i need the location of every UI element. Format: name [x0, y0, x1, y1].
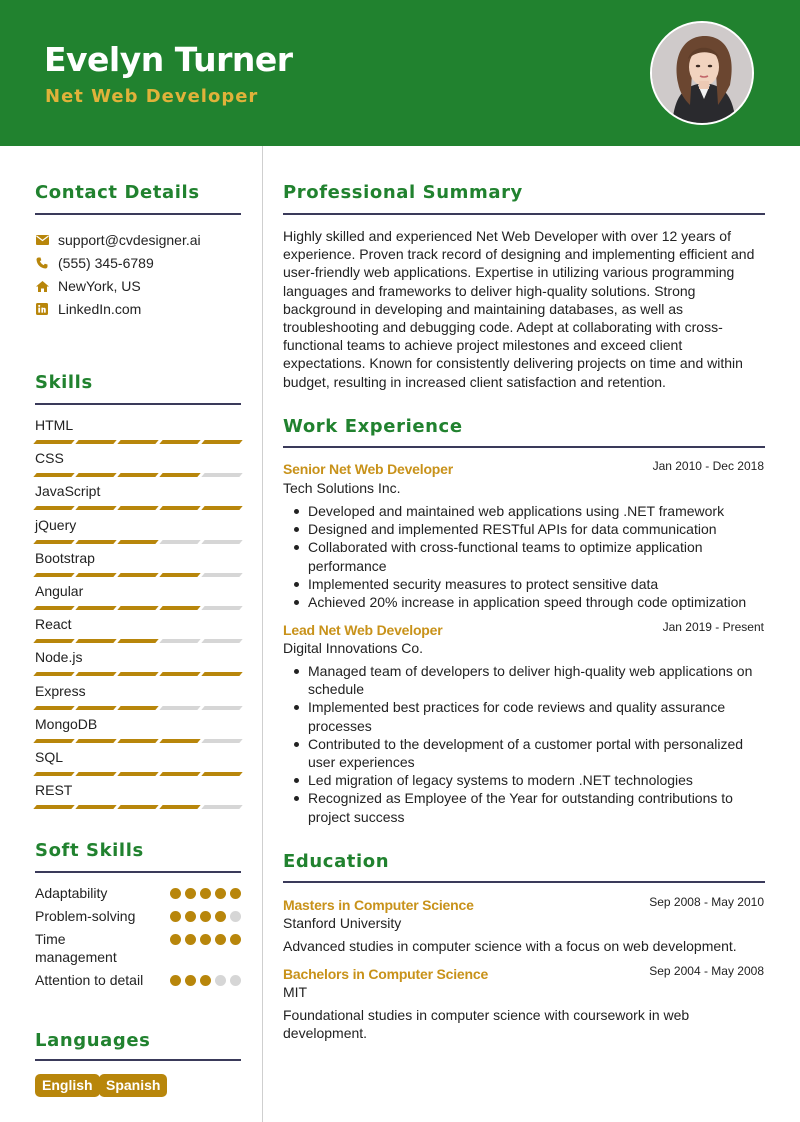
soft-skill-name: Time management	[35, 931, 117, 965]
skill-item	[35, 682, 241, 710]
candidate-name: Evelyn Turner	[44, 40, 293, 79]
degree-dates: Sep 2004 - May 2008	[649, 964, 764, 978]
skill-rating-segment	[159, 739, 200, 743]
skill-rating-segment	[117, 473, 158, 477]
job-bullet: Implemented security measures to protect sensitive data	[283, 575, 763, 593]
home-icon	[35, 279, 49, 293]
skill-rating-segment	[159, 573, 200, 577]
skill-rating-segment	[201, 706, 242, 710]
skill-rating-segment	[117, 573, 158, 577]
skill-rating-segment	[117, 440, 158, 444]
skill-item	[35, 516, 241, 544]
contact-phone[interactable]	[35, 253, 154, 273]
skill-rating-segment	[75, 573, 116, 577]
skill-rating-segment	[75, 706, 116, 710]
job-bullet: Developed and maintained web applications using .NET framework	[283, 502, 763, 520]
skill-item	[35, 781, 241, 809]
soft-skill-name: Attention to detail	[35, 972, 144, 988]
skill-item	[35, 416, 241, 444]
skill-rating-segment	[33, 540, 74, 544]
contact-heading: Contact Details	[35, 182, 200, 203]
rating-dot	[170, 911, 181, 922]
job-bullet: Designed and implemented RESTful APIs for data communication	[283, 520, 763, 538]
skill-rating-bar	[35, 506, 241, 510]
rating-dot	[215, 975, 226, 986]
skills-heading: Skills	[35, 372, 93, 393]
skill-name: JavaScript	[35, 483, 101, 500]
summary-heading: Professional Summary	[283, 182, 523, 203]
skill-rating-segment	[75, 739, 116, 743]
job-bullet: Recognized as Employee of the Year for outstanding contributions to project success	[283, 789, 763, 825]
skill-rating-segment	[201, 639, 242, 643]
linkedin-icon	[35, 302, 49, 316]
degree-title: Bachelors in Computer Science	[283, 966, 489, 982]
skill-rating-segment	[75, 805, 116, 809]
skill-item	[35, 449, 241, 477]
header-banner	[0, 0, 800, 146]
job-bullet: Achieved 20% increase in application speed through code optimization	[283, 593, 763, 611]
rating-dot	[200, 975, 211, 986]
skill-rating-segment	[117, 706, 158, 710]
skill-name: Express	[35, 682, 86, 699]
skill-item	[35, 648, 241, 676]
degree-description: Advanced studies in computer science with a focus on web development.	[283, 938, 737, 954]
skill-rating-segment	[117, 540, 158, 544]
skill-rating-segment	[201, 805, 242, 809]
language-badge: Spanish	[99, 1074, 167, 1097]
contact-phone-text: (555) 345-6789	[58, 255, 154, 271]
skill-name: React	[35, 616, 72, 633]
contact-location-text: NewYork, US	[58, 278, 141, 294]
skill-rating-segment	[159, 672, 200, 676]
rating-dot	[200, 934, 211, 945]
skill-rating-segment	[201, 739, 242, 743]
experience-rule	[283, 446, 765, 448]
skill-rating-segment	[159, 639, 200, 643]
soft-skill-name: Problem-solving	[35, 908, 136, 924]
skill-rating-bar	[35, 672, 241, 676]
degree-description: Foundational studies in computer science with coursework in web development.	[283, 1007, 690, 1042]
contact-rule	[35, 213, 241, 215]
contact-email-text: support@cvdesigner.ai	[58, 232, 201, 248]
skill-rating-segment	[159, 506, 200, 510]
soft-skills-heading: Soft Skills	[35, 840, 144, 861]
skill-rating-segment	[159, 772, 200, 776]
skill-rating-bar	[35, 772, 241, 776]
skill-rating-segment	[33, 506, 74, 510]
skill-rating-bar	[35, 540, 241, 544]
skill-rating-segment	[201, 506, 242, 510]
job-bullet: Led migration of legacy systems to modern .NET technologies	[283, 771, 763, 789]
skill-rating-bar	[35, 805, 241, 809]
soft-skill-rating	[170, 975, 241, 989]
skill-rating-segment	[201, 440, 242, 444]
skill-rating-bar	[35, 639, 241, 643]
skill-rating-segment	[159, 540, 200, 544]
skill-name: Node.js	[35, 649, 83, 666]
rating-dot	[230, 911, 241, 922]
skill-item	[35, 615, 241, 643]
skill-name: REST	[35, 782, 73, 799]
contact-location	[35, 276, 141, 296]
rating-dot	[230, 975, 241, 986]
candidate-title: Net Web Developer	[45, 86, 259, 107]
soft-skill-rating	[170, 911, 241, 925]
language-badge: English	[35, 1074, 100, 1097]
rating-dot	[200, 888, 211, 899]
skill-rating-segment	[117, 805, 158, 809]
skill-name: MongoDB	[35, 715, 98, 732]
skill-item	[35, 748, 241, 776]
skill-item	[35, 549, 241, 577]
education-heading: Education	[283, 851, 390, 872]
skill-rating-segment	[117, 739, 158, 743]
skill-rating-segment	[201, 473, 242, 477]
rating-dot	[170, 975, 181, 986]
degree-dates: Sep 2008 - May 2010	[649, 895, 764, 909]
skill-rating-bar	[35, 606, 241, 610]
skill-rating-segment	[33, 739, 74, 743]
skill-rating-segment	[159, 440, 200, 444]
skill-rating-segment	[33, 440, 74, 444]
skill-rating-segment	[201, 606, 242, 610]
skills-rule	[35, 403, 241, 405]
job-dates: Jan 2019 - Present	[662, 620, 764, 634]
contact-email[interactable]	[35, 230, 201, 250]
job-bullets	[283, 502, 763, 611]
contact-linkedin[interactable]	[35, 299, 141, 319]
skill-name: jQuery	[35, 516, 77, 533]
degree-title: Masters in Computer Science	[283, 897, 474, 913]
rating-dot	[200, 911, 211, 922]
skill-rating-segment	[33, 805, 74, 809]
rating-dot	[185, 888, 196, 899]
skill-item	[35, 715, 241, 743]
summary-rule	[283, 213, 765, 215]
job-bullets	[283, 662, 763, 826]
contact-linkedin-text: LinkedIn.com	[58, 301, 142, 317]
skill-rating-segment	[75, 639, 116, 643]
skill-rating-segment	[75, 540, 116, 544]
skill-rating-bar	[35, 706, 241, 710]
soft-skill-item	[35, 884, 241, 902]
skill-rating-segment	[75, 506, 116, 510]
languages-rule	[35, 1059, 241, 1061]
skill-rating-segment	[117, 606, 158, 610]
skill-name: SQL	[35, 749, 64, 765]
skill-rating-segment	[117, 639, 158, 643]
rating-dot	[215, 911, 226, 922]
envelope-icon	[35, 233, 49, 247]
skill-item	[35, 482, 241, 510]
job-role: Lead Net Web Developer	[283, 622, 443, 638]
job-company: Digital Innovations Co.	[283, 640, 424, 656]
school-name: Stanford University	[283, 915, 402, 931]
rating-dot	[185, 975, 196, 986]
experience-heading: Work Experience	[283, 416, 463, 437]
skill-rating-segment	[33, 706, 74, 710]
skill-rating-segment	[33, 473, 74, 477]
job-bullet: Implemented best practices for code reviews and quality assurance processes	[283, 698, 763, 734]
summary-text: Highly skilled and experienced Net Web Developer with over 12 years of experience. Proven track record of designing and implementing efficient and user-friendly web applications. Expertise in utilizing various programming languages and frameworks to deliver high-quality solutions. Strong background in developing and maintaining databases, as well as troubleshooting and debugging code. Adept at collaborating with cross-functional teams to achieve project milestones and exceed client expectations. Known for consistently delivering projects on time and within budget, resulting in increased client satisfaction and retention.	[283, 228, 755, 390]
job-bullet: Collaborated with cross-functional teams to optimize application performance	[283, 538, 763, 574]
soft-skill-rating	[170, 934, 241, 966]
skill-rating-segment	[159, 706, 200, 710]
rating-dot	[170, 888, 181, 899]
skill-rating-segment	[75, 473, 116, 477]
rating-dot	[215, 888, 226, 899]
skill-name: Bootstrap	[35, 549, 95, 566]
skill-rating-segment	[117, 772, 158, 776]
skill-rating-segment	[201, 672, 242, 676]
rating-dot	[230, 934, 241, 945]
soft-skill-item	[35, 971, 241, 989]
soft-skills-rule	[35, 871, 241, 873]
rating-dot	[215, 934, 226, 945]
soft-skill-item	[35, 907, 241, 925]
job-bullet: Managed team of developers to deliver high-quality web applications on schedule	[283, 662, 763, 698]
soft-skill-name: Adaptability	[35, 885, 108, 901]
school-name: MIT	[283, 984, 308, 1000]
skill-rating-bar	[35, 739, 241, 743]
soft-skill-item	[35, 930, 241, 966]
rating-dot	[230, 888, 241, 899]
skill-rating-bar	[35, 440, 241, 444]
rating-dot	[185, 911, 196, 922]
skill-rating-bar	[35, 573, 241, 577]
job-dates: Jan 2010 - Dec 2018	[652, 459, 764, 473]
skill-rating-segment	[75, 606, 116, 610]
skill-rating-segment	[159, 473, 200, 477]
job-company: Tech Solutions Inc.	[283, 480, 401, 496]
skill-item	[35, 582, 241, 610]
education-rule	[283, 881, 765, 883]
skill-name: CSS	[35, 450, 64, 467]
skill-rating-segment	[33, 672, 74, 676]
skill-rating-segment	[33, 772, 74, 776]
skill-rating-segment	[75, 440, 116, 444]
skill-name: HTML	[35, 417, 74, 433]
skill-rating-segment	[159, 606, 200, 610]
job-role: Senior Net Web Developer	[283, 461, 453, 477]
rating-dot	[170, 934, 181, 945]
phone-icon	[35, 256, 49, 270]
job-bullet: Contributed to the development of a customer portal with personalized user experiences	[283, 735, 763, 771]
skill-rating-segment	[33, 606, 74, 610]
skill-rating-bar	[35, 473, 241, 477]
skill-name: Angular	[35, 583, 84, 599]
rating-dot	[185, 934, 196, 945]
skill-rating-segment	[201, 540, 242, 544]
skill-rating-segment	[33, 639, 74, 643]
languages-heading: Languages	[35, 1030, 151, 1051]
skill-rating-segment	[117, 672, 158, 676]
skill-rating-segment	[75, 772, 116, 776]
skill-rating-segment	[75, 672, 116, 676]
skill-rating-segment	[201, 772, 242, 776]
column-divider	[262, 146, 263, 1122]
skill-rating-segment	[33, 573, 74, 577]
soft-skill-rating	[170, 888, 241, 902]
skill-rating-segment	[159, 805, 200, 809]
skill-rating-segment	[201, 573, 242, 577]
skill-rating-segment	[117, 506, 158, 510]
profile-photo	[650, 21, 754, 125]
